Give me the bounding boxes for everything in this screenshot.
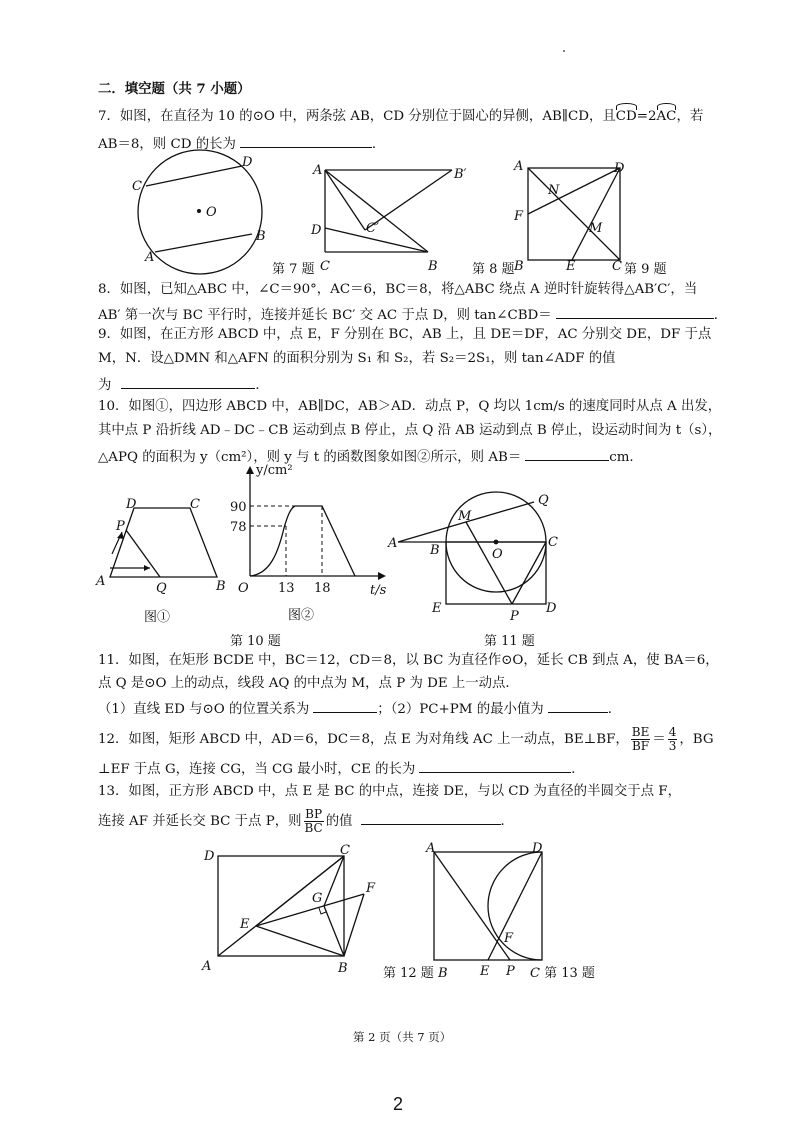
label-q: Q [156, 581, 167, 596]
q10-answer-blank[interactable] [525, 446, 609, 461]
label-b: B [514, 259, 524, 274]
label-p: P [506, 964, 515, 979]
q13-line2: 连接 AF 并延长交 BC 于点 P，则 $\frac{BP}{BC}$ 的值 ． [98, 807, 514, 835]
label-c: C [320, 259, 330, 274]
page-info: 第 2 页（共 7 页） [353, 1030, 452, 1044]
trapezoid-abcd [110, 508, 217, 577]
q11-answer-blank-2[interactable] [548, 698, 608, 713]
seg-de [572, 168, 620, 260]
diag-ac [528, 168, 620, 260]
label-y90: 90 [230, 500, 247, 515]
caption-fig1: 图① [144, 610, 171, 625]
q9-line1: 9．如图，在正方形 ABCD 中，点 E，F 分别在 BC，AB 上，且 DE＝DF，AC 分别交 DE，DF 于点 [98, 327, 712, 342]
label-d: D [532, 841, 543, 856]
q9-answer-blank[interactable] [121, 374, 255, 389]
label-c: C [612, 259, 622, 274]
label-f: F [366, 881, 376, 896]
seg-ap [434, 852, 510, 960]
label-e: E [480, 964, 490, 979]
seg-eb [256, 926, 344, 956]
figure-q8 [310, 162, 480, 272]
q8-line1: 8．如图，已知△ABC 中，∠C＝90°，AC＝6，BC＝8，将△ABC 绕点 A 逆时针旋转得△AB′C′，当 [98, 282, 698, 297]
q11-line2: 点 Q 是⊙O 上的动点，线段 AQ 的中点为 M，点 P 为 DE 上一动点． [98, 676, 519, 691]
seg-ef [256, 894, 364, 926]
label-p: P [116, 519, 125, 534]
label-n: N [548, 183, 560, 198]
label-t-axis: t/s [370, 583, 387, 598]
arrow-q-head [144, 565, 150, 571]
seg-fb [344, 894, 364, 956]
frac-4-3: $\frac{4}{3}$ [668, 725, 677, 753]
label-b: B [216, 579, 226, 594]
label-a: A [202, 959, 212, 974]
label-m: M [458, 509, 472, 524]
figure-q7 [120, 152, 280, 272]
caption-q12: 第 12 题 B [383, 966, 448, 981]
q9-line3: 为 ． [98, 374, 269, 395]
seg-ec [256, 856, 344, 926]
label-o: O [492, 547, 503, 562]
t-axis-arrow [378, 572, 386, 580]
label-d: D [126, 497, 137, 512]
label-f: F [514, 209, 524, 224]
caption-q9: 第 9 题 [624, 262, 667, 277]
label-d: D [204, 849, 215, 864]
chord-ab [155, 234, 252, 252]
label-e: E [566, 259, 576, 274]
figure-q10-1 [92, 494, 242, 604]
section-title: 二．填空题（共 7 小题） [98, 81, 251, 97]
q13-line1: 13．如图，正方形 ABCD 中，点 E 是 BC 的中点，连接 DE，与以 CD 为直径的半圆交于点 F， [98, 784, 681, 799]
q11-line1: 11．如图，在矩形 BCDE 中，BC＝12，CD＝8，以 BC 为直径作⊙O，延长 CB 到点 A，使 BA＝6， [98, 653, 719, 668]
frac-bp-bc: $\frac{BP}{BC}$ [304, 807, 323, 835]
q7-line2: AB＝8，则 CD 的长为 ． [98, 133, 385, 154]
figure-q11 [388, 484, 578, 630]
q10-line1: 10．如图①，四边形 ABCD 中，AB∥DC，AB＞AD．动点 P，Q 均以 1cm/s 的速度同时从点 A 出发， [98, 399, 722, 414]
label-c: C [548, 535, 558, 550]
label-g: G [312, 891, 323, 906]
label-a: A [388, 536, 398, 551]
q11-line3: （1）直线 ED 与⊙O 的位置关系为 ；（2）PC+PM 的最小值为 ． [98, 698, 621, 719]
figure-q12 [200, 844, 400, 974]
label-m: M [589, 221, 603, 236]
label-y78: 78 [230, 520, 247, 535]
label-c: C [132, 179, 142, 194]
label-o: O [206, 205, 217, 220]
seg-ac-prime [325, 170, 365, 230]
q11-answer-blank-1[interactable] [313, 698, 377, 713]
label-d: D [546, 601, 557, 616]
q9-line2: M，N．设△DMN 和△AFN 的面积分别为 S₁ 和 S₂，若 S₂＝2S₁，则 tan∠ADF 的值 [98, 351, 616, 366]
seg-df [528, 168, 620, 214]
figure-q10-2 [230, 458, 400, 608]
scan-dot [563, 50, 565, 52]
label-b: B [256, 229, 266, 244]
q12-answer-blank[interactable] [419, 758, 571, 773]
label-p: P [510, 609, 519, 624]
arc-cd: CD [615, 109, 637, 124]
caption-q13: C 第 13 题 [530, 966, 595, 981]
label-e: E [240, 917, 250, 932]
label-q: Q [538, 493, 549, 508]
seg-pq [126, 530, 160, 577]
label-b: B [430, 543, 440, 558]
label-c: C [340, 843, 350, 858]
caption-q10: 第 10 题 [230, 634, 281, 649]
q8-answer-blank[interactable] [556, 304, 714, 319]
caption-q7: 第 7 题 [272, 262, 315, 277]
q10-line3: △APQ 的面积为 y（cm²），则 y 与 t 的函数图象如图②所示，则 AB＝ cm． [98, 446, 643, 467]
q7-answer-blank[interactable] [240, 133, 372, 148]
label-origin: O [238, 581, 249, 596]
label-c: C [190, 497, 200, 512]
label-t13: 13 [278, 581, 295, 596]
label-a: A [313, 163, 323, 178]
graph-curve [250, 506, 355, 576]
figure-q13 [424, 840, 554, 979]
center-dot [494, 540, 499, 545]
frac-be-bf: $\frac{BE}{BF}$ [631, 725, 650, 753]
label-a: A [145, 250, 155, 265]
label-b-prime: B′ [454, 167, 467, 182]
q12-line2: ⊥EF 于点 G，连接 CG，当 CG 最小时，CE 的长为 ． [98, 758, 585, 779]
label-e: E [432, 601, 442, 616]
page-number: 2 [393, 1094, 404, 1114]
label-c-prime: C′ [366, 221, 379, 236]
label-a: A [426, 841, 436, 856]
q7-line1: 7．如图，在直径为 10 的⊙O 中，两条弦 AB，CD 分别位于圆心的异侧，AB∥CD，且CD=2AC，若 [98, 109, 704, 124]
center-dot [197, 209, 201, 213]
label-d: D [242, 155, 253, 170]
q13-answer-blank[interactable] [361, 810, 501, 825]
label-b: B [428, 259, 438, 274]
label-f: F [504, 931, 514, 946]
seg-gb [324, 906, 344, 956]
y-axis-arrow [246, 466, 254, 474]
chord-cd [146, 166, 242, 186]
seg-pc [512, 542, 546, 604]
label-b: B [338, 961, 348, 976]
q12-line1: 12．如图，矩形 ABCD 中，AD＝6，DC＝8，点 E 为对角线 AC 上一动点，BE⊥BF， $\frac{BE}{BF}$ ＝ $\frac{4}{3}$ ，BG [98, 725, 714, 753]
label-d: D [614, 161, 625, 176]
seg-de [488, 852, 542, 960]
label-a: A [514, 159, 524, 174]
label-t18: 18 [314, 581, 331, 596]
label-y-axis: y/cm² [256, 463, 293, 478]
arc-ac: AC [656, 109, 677, 124]
q8-line2: AB′ 第一次与 BC 平行时，连接并延长 BC′ 交 AC 于点 D，则 tan∠CBD＝ ． [98, 304, 727, 325]
label-d: D [311, 223, 322, 238]
caption-q11: 第 11 题 [484, 634, 535, 649]
q10-line2: 其中点 P 沿折线 AD﹣DC﹣CB 运动到点 B 停止，点 Q 沿 AB 运动到点 B 停止，设运动时间为 t（s）， [98, 423, 722, 438]
caption-fig2: 图② [288, 608, 315, 623]
label-a: A [96, 574, 106, 589]
caption-q8: 第 8 题 [472, 262, 515, 277]
figure-q9 [508, 158, 628, 274]
